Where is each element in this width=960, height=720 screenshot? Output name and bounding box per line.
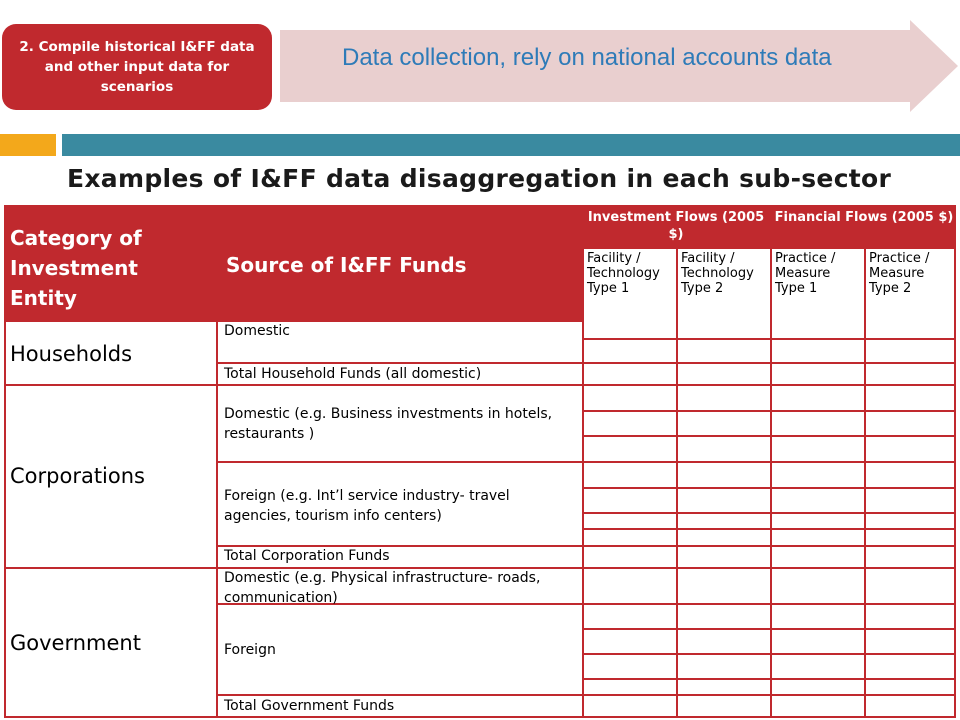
header-category: Category of Investment Entity — [10, 226, 142, 310]
disaggregation-table — [4, 205, 956, 718]
data-row-line — [582, 678, 956, 680]
data-row-line — [582, 628, 956, 630]
data-row-line — [582, 512, 956, 514]
source-corp-foreign: Foreign (e.g. Int’l service industry- travel agencies, tourism info centers) — [224, 488, 510, 524]
subheader-facility-2: Facility / Technology Type 2 — [678, 249, 770, 322]
data-row-line — [582, 653, 956, 655]
border-bottom — [4, 716, 956, 718]
accent-bar-teal — [62, 134, 960, 156]
subheader-practice-2: Practice / Measure Type 2 — [866, 249, 956, 322]
header-financial-flows: Financial Flows (2005 $) — [774, 210, 954, 225]
data-row-line — [582, 487, 956, 489]
header-source: Source of I&FF Funds — [226, 253, 467, 277]
col-line-1 — [216, 322, 218, 718]
arrow-text: Data collection, rely on national accounts data — [342, 44, 832, 71]
category-government: Government — [10, 631, 141, 655]
step-label-box — [2, 24, 272, 110]
col-line-3 — [676, 322, 678, 718]
source-hh-total: Total Household Funds (all domestic) — [224, 366, 482, 382]
source-corp-domestic: Domestic (e.g. Business investments in hotels, restaurants ) — [224, 406, 553, 442]
source-gov-domestic: Domestic (e.g. Physical infrastructure- roads, communication) — [224, 570, 541, 606]
data-row-line — [582, 435, 956, 437]
border-left — [4, 205, 6, 718]
col-line-2 — [582, 322, 584, 718]
accent-bar-orange — [0, 134, 56, 156]
source-corp-total: Total Corporation Funds — [224, 548, 390, 564]
row-line — [216, 461, 956, 463]
data-row-line — [582, 528, 956, 530]
source-gov-total: Total Government Funds — [224, 698, 395, 714]
category-households: Households — [10, 342, 133, 366]
header-investment-flows: Investment Flows (2005 $) — [587, 210, 765, 242]
data-row-line — [582, 410, 956, 412]
subheader-practice-1: Practice / Measure Type 1 — [772, 249, 864, 322]
data-row-line — [582, 338, 956, 340]
subheader-facility-1: Facility / Technology Type 1 — [584, 249, 676, 322]
step-label: 2. Compile historical I&FF data and other input data for scenarios — [19, 39, 255, 95]
col-line-5 — [864, 322, 866, 718]
col-line-4 — [770, 322, 772, 718]
category-corporations: Corporations — [10, 464, 145, 488]
section-title: Examples of I&FF data disaggregation in each sub-sector — [67, 164, 892, 193]
source-hh-domestic: Domestic — [224, 323, 290, 339]
source-gov-foreign: Foreign — [224, 642, 276, 658]
sep-households — [4, 384, 956, 386]
